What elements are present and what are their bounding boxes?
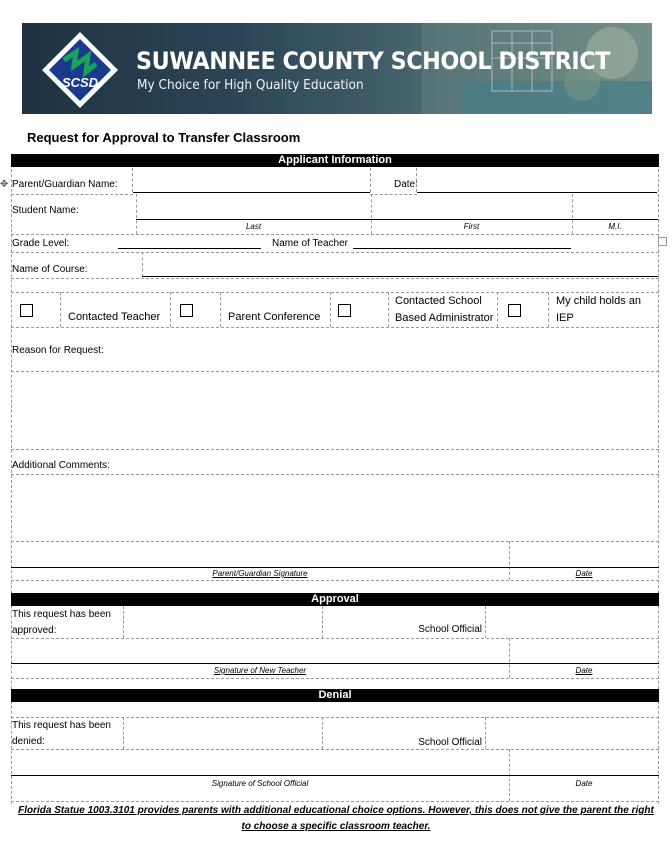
teacher-name-line <box>353 248 571 249</box>
divider <box>123 717 124 749</box>
course-name-field[interactable] <box>144 254 656 275</box>
parent-signature-field[interactable] <box>14 544 506 566</box>
divider <box>11 474 659 475</box>
date-field[interactable] <box>418 169 656 192</box>
district-name: SUWANNEE COUNTY SCHOOL DISTRICT <box>136 47 610 75</box>
divider <box>11 371 659 372</box>
divider <box>60 292 61 327</box>
divider <box>370 168 371 192</box>
parent-conference-checkbox[interactable] <box>180 304 193 317</box>
course-name-line <box>142 276 658 277</box>
divider <box>416 168 417 192</box>
district-tagline: My Choice for High Quality Education <box>137 77 364 93</box>
iep-checkbox[interactable] <box>508 304 521 317</box>
approved-label: This request has been approved: <box>12 609 111 636</box>
divider <box>548 292 549 327</box>
parent-name-label: Parent/Guardian Name: <box>12 179 118 190</box>
parent-signature-date-field[interactable] <box>512 544 656 566</box>
logo-text: SCSD <box>61 75 99 90</box>
divider <box>11 638 659 639</box>
mi-caption: M.I. <box>608 222 622 231</box>
approval-official-label: School Official <box>418 624 482 635</box>
grade-level-label: Grade Level: <box>12 238 70 249</box>
new-teacher-date-caption: Date <box>575 666 593 675</box>
denial-official-field[interactable] <box>488 719 656 747</box>
divider <box>142 252 143 277</box>
divider <box>170 292 171 327</box>
scsd-logo <box>40 30 120 110</box>
grade-level-line <box>118 248 261 249</box>
last-name-caption: Last <box>245 222 262 231</box>
table-move-handle-icon[interactable]: ✥ <box>0 179 9 190</box>
denial-official-label: School Official <box>418 737 482 748</box>
parent-signature-line <box>11 567 659 568</box>
school-official-signature-caption: Signature of School Official <box>211 779 309 788</box>
approval-official-field[interactable] <box>488 608 656 636</box>
student-mi-field[interactable] <box>574 196 656 218</box>
student-name-line <box>136 219 658 220</box>
new-teacher-date-field[interactable] <box>512 641 656 662</box>
applicant-info-header: Applicant Information <box>11 154 659 167</box>
divider <box>220 292 221 327</box>
new-teacher-signature-caption: Signature of New Teacher <box>213 666 307 675</box>
divider <box>11 252 659 253</box>
divider <box>11 327 659 328</box>
parent-signature-caption: Parent/Guardian Signature <box>212 569 308 578</box>
teacher-name-field[interactable] <box>353 236 570 248</box>
approved-field[interactable] <box>126 608 319 636</box>
divider <box>330 292 331 327</box>
divider <box>11 541 659 542</box>
denied-label: This request has been denied: <box>12 720 111 747</box>
divider <box>132 168 133 192</box>
divider <box>370 194 417 195</box>
divider <box>11 749 659 750</box>
footer-statute-note: Florida Statue 1003.3101 provides parents with additional educational choice options. However, this does not give the parent the right to choose a specific classroom teacher. <box>18 805 654 832</box>
parent-signature-date-caption: Date <box>575 569 593 578</box>
denial-header: Denial <box>11 689 659 702</box>
parent-name-line <box>133 192 370 193</box>
denied-field[interactable] <box>126 719 319 747</box>
divider <box>123 606 124 638</box>
school-official-date-field[interactable] <box>512 752 656 774</box>
divider <box>485 606 486 638</box>
contacted-administrator-label: Contacted School Based Administrator <box>395 295 494 324</box>
school-official-date-caption: Date <box>575 779 593 788</box>
comments-textarea[interactable] <box>14 477 658 541</box>
divider <box>485 717 486 749</box>
date-line <box>417 192 657 193</box>
student-last-field[interactable] <box>138 196 369 218</box>
divider <box>11 194 133 195</box>
teacher-name-label: Name of Teacher <box>272 238 348 249</box>
school-official-signature-line <box>11 775 659 776</box>
approval-header: Approval <box>11 593 659 606</box>
parent-name-field[interactable] <box>134 169 368 192</box>
divider <box>322 717 323 749</box>
reason-textarea[interactable] <box>14 374 658 450</box>
divider <box>11 449 659 450</box>
divider <box>11 801 659 802</box>
student-first-field[interactable] <box>373 196 570 218</box>
date-label: Date: <box>394 179 418 190</box>
form-title: Request for Approval to Transfer Classroom <box>27 130 301 145</box>
table-resize-handle-icon[interactable] <box>658 237 667 246</box>
divider <box>322 606 323 638</box>
first-name-caption: First <box>463 222 480 231</box>
header-banner <box>22 23 652 114</box>
contacted-teacher-checkbox[interactable] <box>20 304 33 317</box>
divider <box>11 678 659 679</box>
school-official-signature-field[interactable] <box>14 752 506 774</box>
grade-level-field[interactable] <box>118 236 260 248</box>
parent-conference-label: Parent Conference <box>228 311 321 323</box>
divider <box>388 292 389 327</box>
divider <box>497 292 498 327</box>
contacted-administrator-checkbox[interactable] <box>338 304 351 317</box>
contacted-teacher-label: Contacted Teacher <box>68 311 161 323</box>
new-teacher-signature-line <box>11 663 659 664</box>
student-name-label: Student Name: <box>12 205 79 216</box>
new-teacher-signature-field[interactable] <box>14 641 506 662</box>
divider <box>11 278 659 279</box>
divider <box>11 234 659 235</box>
reason-label: Reason for Request: <box>12 345 104 356</box>
course-name-label: Name of Course: <box>12 264 88 275</box>
comments-label: Additional Comments: <box>12 460 110 471</box>
iep-label: My child holds an IEP <box>556 295 641 324</box>
divider <box>11 580 659 581</box>
divider <box>11 717 659 718</box>
